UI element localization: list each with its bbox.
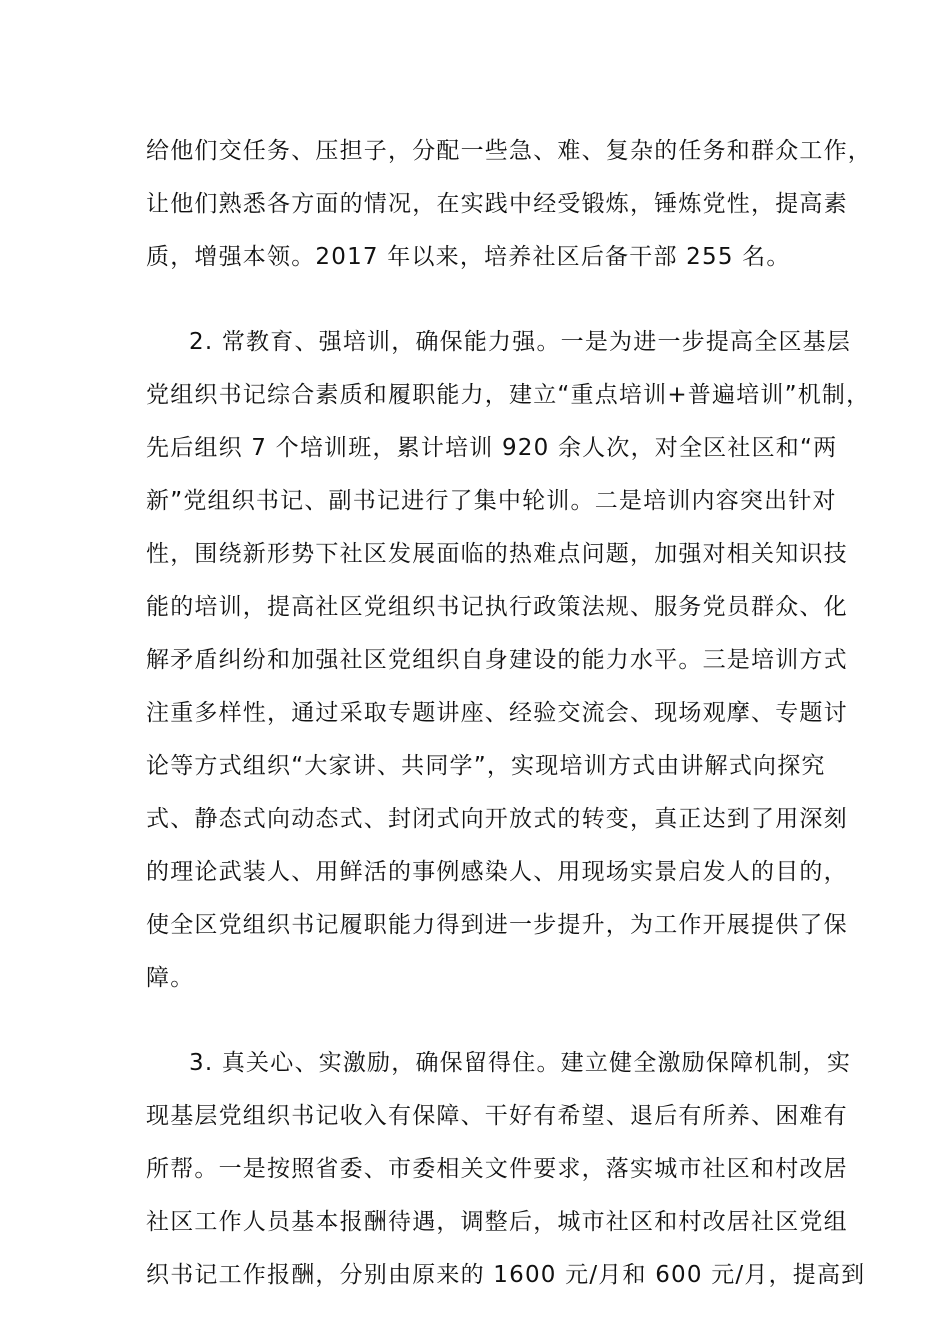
text-line: 让他们熟悉各方面的情况，在实践中经受锻炼，锤炼党性，提高素 [146, 191, 848, 217]
text-line: 性，围绕新形势下社区发展面临的热难点问题，加强对相关知识技 [146, 541, 848, 567]
text-line: 使全区党组织书记履职能力得到进一步提升，为工作开展提供了保 [146, 912, 848, 938]
paragraph-2-first-line: 2. 常教育、强培训，确保能力强。一是为进一步提高全区基层 [189, 329, 852, 355]
text-line: 的理论武装人、用鲜活的事例感染人、用现场实景启发人的目的， [146, 859, 848, 885]
text-line: 质，增强本领。2017 年以来，培养社区后备干部 255 名。 [146, 244, 791, 270]
text-line: 论等方式组织“大家讲、共同学”，实现培训方式由讲解式向探究 [146, 753, 826, 779]
text-line: 所帮。一是按照省委、市委相关文件要求，落实城市社区和村改居 [146, 1156, 848, 1182]
text-line: 党组织书记综合素质和履职能力，建立“重点培训+普遍培训”机制， [146, 382, 871, 408]
text-line: 给他们交任务、压担子，分配一些急、难、复杂的任务和群众工作， [146, 138, 872, 164]
text-line: 注重多样性，通过采取专题讲座、经验交流会、现场观摩、专题讨 [146, 700, 848, 726]
text-line: 新”党组织书记、副书记进行了集中轮训。二是培训内容突出针对 [146, 488, 837, 514]
text-line: 障。 [146, 965, 195, 991]
text-line: 织书记工作报酬，分别由原来的 1600 元/月和 600 元/月，提高到 [146, 1262, 866, 1288]
text-line: 能的培训，提高社区党组织书记执行政策法规、服务党员群众、化 [146, 594, 848, 620]
text-line: 式、静态式向动态式、封闭式向开放式的转变，真正达到了用深刻 [146, 806, 848, 832]
text-line: 先后组织 7 个培训班，累计培训 920 余人次，对全区社区和“两 [146, 435, 838, 461]
text-line: 社区工作人员基本报酬待遇，调整后，城市社区和村改居社区党组 [146, 1209, 848, 1235]
text-line: 解矛盾纠纷和加强社区党组织自身建设的能力水平。三是培训方式 [146, 647, 848, 673]
paragraph-3-first-line: 3. 真关心、实激励，确保留得住。建立健全激励保障机制，实 [189, 1050, 852, 1076]
text-line: 现基层党组织书记收入有保障、干好有希望、退后有所养、困难有 [146, 1103, 848, 1129]
